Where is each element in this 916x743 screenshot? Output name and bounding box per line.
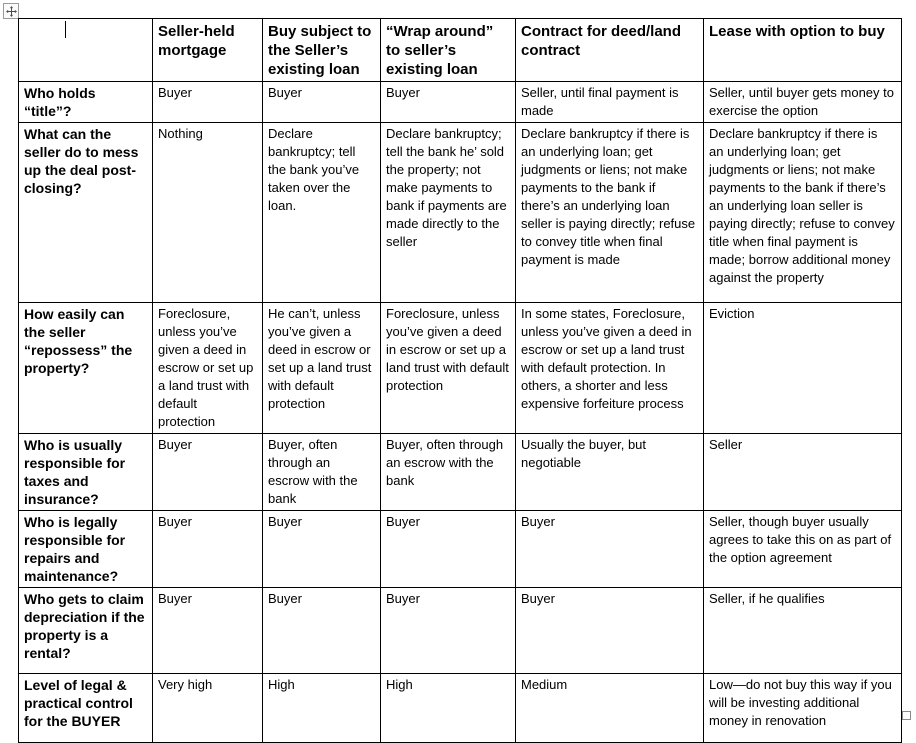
table-row: [19, 588, 902, 674]
table-cell[interactable]: Buyer: [263, 588, 381, 674]
table-cell[interactable]: Declare bankruptcy; tell the bank he’ sold the property; not make payments to bank if payments are made directly to the seller: [381, 123, 516, 303]
table-cell[interactable]: Declare bankruptcy if there is an underlying loan; get judgments or liens; not make payments to the bank if there’s an underlying loan seller is paying directly; refuse to convey title when final payment is made: [516, 123, 704, 303]
table-cell[interactable]: Eviction: [704, 303, 902, 434]
table-cell[interactable]: Buyer, often through an escrow with the bank: [263, 434, 381, 511]
table-cell[interactable]: Buyer: [263, 82, 381, 123]
table-cell[interactable]: Seller: [704, 434, 902, 511]
table-cell[interactable]: Buyer: [516, 511, 704, 588]
row-label[interactable]: How easily can the seller “repossess” the property?: [19, 303, 153, 434]
header-row: [19, 19, 902, 82]
table-row: [19, 434, 902, 511]
table-cell[interactable]: High: [263, 674, 381, 743]
table-cell[interactable]: Declare bankruptcy; tell the bank you’ve taken over the loan.: [263, 123, 381, 303]
table-cell[interactable]: Buyer: [381, 82, 516, 123]
column-header[interactable]: Seller-held mortgage: [153, 19, 263, 82]
table-cell[interactable]: Usually the buyer, but negotiable: [516, 434, 704, 511]
column-header[interactable]: “Wrap around” to seller’s existing loan: [381, 19, 516, 82]
table-move-handle[interactable]: [3, 3, 19, 19]
table-cell[interactable]: Medium: [516, 674, 704, 743]
row-label[interactable]: Level of legal & practical control for the BUYER: [19, 674, 153, 743]
table-cell[interactable]: Buyer: [153, 434, 263, 511]
table-cell[interactable]: Buyer: [153, 588, 263, 674]
table-cell[interactable]: Buyer: [153, 511, 263, 588]
four-arrows-move-icon: [6, 6, 17, 17]
table-cell[interactable]: Buyer: [381, 511, 516, 588]
row-label[interactable]: Who holds “title”?: [19, 82, 153, 123]
table-row: [19, 511, 902, 588]
seller-financing-comparison-table: [18, 18, 902, 743]
table-resize-handle[interactable]: [902, 711, 911, 720]
table-row: [19, 123, 902, 303]
table-row: [19, 303, 902, 434]
column-header[interactable]: Buy subject to the Seller’s existing loan: [263, 19, 381, 82]
corner-cell[interactable]: [19, 19, 153, 82]
row-label[interactable]: Who is usually responsible for taxes and insurance?: [19, 434, 153, 511]
table-cell[interactable]: Seller, though buyer usually agrees to take this on as part of the option agreement: [704, 511, 902, 588]
row-label[interactable]: Who is legally responsible for repairs and maintenance?: [19, 511, 153, 588]
table-cell[interactable]: High: [381, 674, 516, 743]
table-cell[interactable]: He can’t, unless you’ve given a deed in escrow or set up a land trust with default protection: [263, 303, 381, 434]
row-label[interactable]: Who gets to claim depreciation if the property is a rental?: [19, 588, 153, 674]
table-cell[interactable]: Seller, if he qualifies: [704, 588, 902, 674]
text-cursor: [65, 21, 66, 38]
table-cell[interactable]: In some states, Foreclosure, unless you’ve given a deed in escrow or set up a land trust with default protection. In others, a shorter and less expensive forfeiture process: [516, 303, 704, 434]
table-row: [19, 82, 902, 123]
table-cell[interactable]: Nothing: [153, 123, 263, 303]
table-cell[interactable]: Seller, until final payment is made: [516, 82, 704, 123]
table-cell[interactable]: Declare bankruptcy if there is an underlying loan; get judgments or liens; not make payments to the bank if there’s an underlying loan seller is paying directly; refuse to convey title when final payment is made; borrow additional money against the property: [704, 123, 902, 303]
table-cell[interactable]: Buyer: [516, 588, 704, 674]
table-cell[interactable]: Low—do not buy this way if you will be investing additional money in renovation: [704, 674, 902, 743]
column-header[interactable]: Contract for deed/land contract: [516, 19, 704, 82]
table-cell[interactable]: Foreclosure, unless you’ve given a deed in escrow or set up a land trust with default protection: [153, 303, 263, 434]
table-cell[interactable]: Buyer: [153, 82, 263, 123]
table-cell[interactable]: Buyer, often through an escrow with the bank: [381, 434, 516, 511]
table-cell[interactable]: Foreclosure, unless you’ve given a deed in escrow or set up a land trust with default protection: [381, 303, 516, 434]
table-row: [19, 674, 902, 743]
table-cell[interactable]: Buyer: [381, 588, 516, 674]
table-cell[interactable]: Seller, until buyer gets money to exercise the option: [704, 82, 902, 123]
column-header[interactable]: Lease with option to buy: [704, 19, 902, 82]
row-label[interactable]: What can the seller do to mess up the deal post-closing?: [19, 123, 153, 303]
table-cell[interactable]: Buyer: [263, 511, 381, 588]
table-cell[interactable]: Very high: [153, 674, 263, 743]
